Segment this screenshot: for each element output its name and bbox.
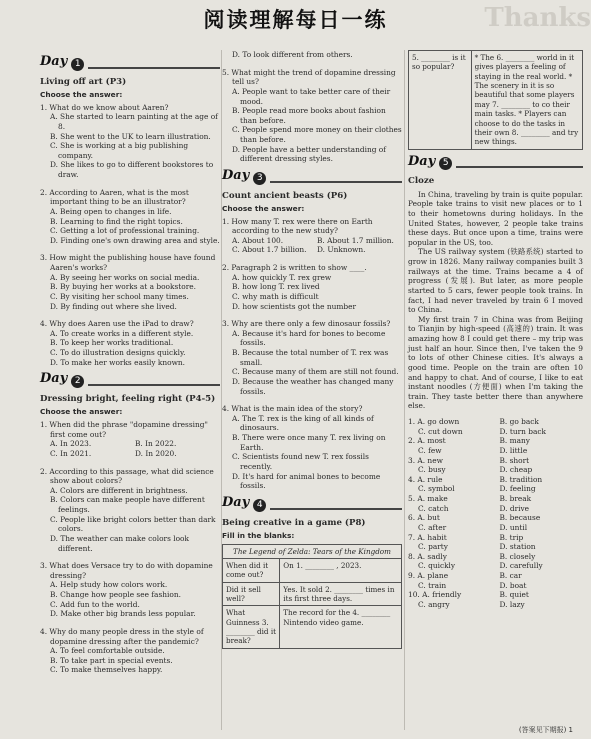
question: 4. What is the main idea of the story?	[222, 404, 363, 414]
paragraph: In China, traveling by train is quite popular. People take trains to visit new places or to 1 to their hometowns during holidays. In the United States, however, 2 people take trains these days. But once upon a time, trains were popular in the US, too.	[408, 189, 583, 247]
option: B. To take part in special events.	[50, 655, 173, 665]
answer-option: D. station	[499, 542, 536, 552]
page-footer: (答案见下期报) 1	[518, 725, 573, 734]
option: D. It's hard for animal bones to become fossils.	[232, 471, 381, 491]
instruction: Fill in the blanks:	[222, 530, 295, 540]
day-4-header: Day 4	[222, 495, 402, 512]
column-3	[408, 50, 583, 610]
option: D. By finding out where she lived.	[50, 301, 177, 311]
cloze-answers	[408, 417, 583, 610]
answer-option: D. boat	[499, 580, 527, 590]
answer-option: C. after	[418, 522, 447, 532]
answer-option: D. until	[499, 522, 528, 532]
option: B. She went to the UK to learn illustration.	[50, 131, 211, 141]
column-1	[40, 50, 220, 675]
answer-option: B. quiet	[499, 590, 529, 600]
option: B. To keep her works traditional.	[50, 338, 174, 348]
answer-option: D. carefully	[499, 561, 543, 571]
question: 2. According to Aaren, what is the most important thing to be an illustrator?	[40, 187, 189, 207]
option: B. Because the total number of T. rex was small.	[232, 348, 389, 367]
answer-option: D. drive	[499, 503, 530, 513]
article-title: Dressing bright, feeling right (P4-5)	[40, 394, 216, 405]
article-title: Living off art (P3)	[40, 76, 127, 87]
answer-option: 7. A. habit	[408, 532, 447, 542]
answer-option: 3. A. new	[408, 455, 443, 465]
question: 3. Why are there only a few dinosaur fossils?	[222, 319, 391, 329]
fill-in-table	[222, 544, 402, 649]
answer-option: D. cheap	[499, 465, 533, 475]
answer-option: C. quickly	[418, 561, 456, 571]
box-left: 5. ________ is it so popular?	[409, 51, 472, 150]
option: D. how scientists got the number	[232, 301, 357, 311]
option: D. People have a better understanding of different dressing styles.	[232, 144, 386, 164]
instruction: Choose the answer:	[40, 90, 123, 100]
question: 2. According to this passage, what did science show about colors?	[40, 466, 214, 486]
option: D. To look different from others.	[232, 50, 353, 59]
day-2-header: Day 2	[40, 371, 220, 388]
option-row: A. In 2023. B. In 2022.	[50, 439, 177, 449]
cloze-passage	[408, 190, 583, 411]
option: B. There were once many T. rex living on Earth.	[232, 433, 386, 452]
answer-option: C. symbol	[418, 484, 455, 494]
option: A. how quickly T. rex grew	[232, 272, 332, 282]
column-2	[222, 50, 402, 649]
answer-option: C. cut down	[418, 426, 463, 436]
box-right: * The 6. ________ world in it gives players a feeling of staying in the real world. * The scenery in it is so beautiful that some players may 7. ________ to co their main tasks. * Players can choose to do the tasks in their own 8. ________ and try new things.	[471, 51, 582, 150]
option: A. People want to take better care of their mood.	[232, 86, 391, 106]
answer-option: 5. A. make	[408, 494, 448, 504]
answer-option: 2. A. most	[408, 436, 446, 446]
article-title: Count ancient beasts (P6)	[222, 190, 348, 201]
paragraph: The US railway system (铁路系统) started to grow in 1826. Many railway companies built 3 railways at the time. Trains became a 4 of progress (发展). But later, as more people started to 5 cars, fewer people took trains. In fact, I had never traveled by train 6 I moved to China.	[408, 247, 583, 315]
answer-option: B. go back	[499, 417, 539, 427]
answer-option: 9. A. plane	[408, 571, 449, 581]
question: 4. Why does Aaren use the iPad to draw?	[40, 319, 194, 329]
answer-option: C. party	[418, 542, 448, 552]
option: A. Because it's hard for bones to become fossils.	[232, 328, 386, 348]
answer-option: B. closely	[499, 551, 536, 561]
answer-option: D. turn back	[499, 426, 546, 436]
popularity-box	[408, 50, 583, 150]
option: D. She likes to go to different bookstores to draw.	[50, 160, 214, 180]
option: C. Because many of them are still not found.	[232, 367, 399, 377]
answer-option: C. train	[418, 580, 447, 590]
answer-option: 1. A. go down	[408, 417, 460, 427]
answer-option: D. lazy	[499, 599, 525, 609]
option: C. Add fun to the world.	[50, 599, 140, 609]
day-3-header: Day 3	[222, 168, 402, 185]
table-row: Did it sell well? Yes. It sold 2. ________ times in its first three days.	[223, 582, 402, 606]
option: B. Learning to find the right topics.	[50, 216, 183, 226]
instruction: Choose the answer:	[222, 203, 305, 213]
option: A. To feel comfortable outside.	[50, 646, 165, 656]
question: 1. What do we know about Aaren?	[40, 102, 169, 112]
option: C. People spend more money on their clothes than before.	[232, 125, 402, 144]
option: A. By seeing her works on social media.	[50, 272, 200, 282]
option: C. why math is difficult	[232, 291, 319, 301]
option: B. Change how people see fashion.	[50, 590, 181, 599]
option: D. Make other big brands less popular.	[50, 609, 196, 619]
question: 1. When did the phrase "dopamine dressing" first come out?	[40, 420, 208, 439]
answer-option: 4. A. rule	[408, 474, 443, 484]
option: D. The weather can make colors look different.	[50, 533, 189, 553]
option: B. Colors can make people have different feelings.	[50, 495, 205, 514]
cloze-title: Cloze	[408, 176, 435, 187]
option: A. She started to learn painting at the age of 8.	[50, 112, 218, 131]
option: A. Help study how colors work.	[50, 580, 168, 590]
article-title: Being creative in a game (P8)	[222, 517, 366, 528]
option-row: C. In 2021. D. In 2020.	[50, 448, 177, 458]
option: B. how long T. rex lived	[232, 282, 320, 292]
question: 5. What might the trend of dopamine dressing tell us?	[222, 67, 396, 87]
option: B. People read more books about fashion than before.	[232, 106, 386, 125]
option: C. Getting a lot of professional training.	[50, 226, 200, 236]
ghost-headline: Thanks	[484, 3, 591, 33]
answer-option: B. many	[499, 436, 530, 446]
answer-option: C. few	[418, 445, 442, 455]
option: C. Scientists found new T. rex fossils recently.	[232, 452, 369, 471]
answer-option: B. break	[499, 494, 532, 504]
answer-option: C. catch	[418, 503, 449, 513]
option: A. Being open to changes in life.	[50, 206, 172, 216]
answer-option: C. busy	[418, 465, 446, 475]
option: C. People like bright colors better than dark colors.	[50, 514, 216, 534]
page-title: 阅读理解每日一练	[203, 8, 388, 32]
question: 1. How many T. rex were there on Earth according to the new study?	[222, 216, 373, 236]
answer-option: B. because	[499, 513, 541, 523]
question: 3. What does Versace try to do with dopamine dressing?	[40, 561, 213, 580]
day-5-header: Day 5	[408, 154, 583, 171]
table-row: When did it come out? On 1. ________ , 2023.	[223, 558, 402, 582]
option: A. To create works in a different style.	[50, 328, 194, 338]
option: A. The T. rex is the king of all kinds of dinosaurs.	[232, 413, 374, 433]
question: 2. Paragraph 2 is written to show ____.	[222, 263, 367, 273]
answer-option: B. short	[499, 455, 530, 465]
answer-option: D. feeling	[499, 484, 536, 494]
option: C. To do illustration designs quickly.	[50, 348, 186, 358]
answer-option: B. trip	[499, 532, 524, 542]
answer-option: D. little	[499, 445, 528, 455]
option-row: C. About 1.7 billion. D. Unknown.	[232, 245, 366, 255]
answer-option: B. car	[499, 571, 522, 581]
table-title: The Legend of Zelda: Tears of the Kingdom	[223, 544, 402, 558]
day-1-header: Day 1	[40, 54, 220, 71]
column-divider	[404, 50, 405, 730]
question: 3. How might the publishing house have found Aaren's works?	[40, 253, 216, 273]
option: C. By visiting her school many times.	[50, 291, 189, 301]
answer-option: 6. A. but	[408, 513, 440, 523]
option: A. Colors are different in brightness.	[50, 485, 188, 495]
answer-option: 10. A. friendly	[408, 590, 462, 600]
question: 4. Why do many people dress in the style of dopamine dressing after the pandemic?	[40, 626, 204, 646]
option: D. Finding one's own drawing area and style.	[50, 235, 220, 245]
instruction: Choose the answer:	[40, 407, 123, 417]
option: D. To make her works easily known.	[50, 357, 186, 367]
answer-option: B. tradition	[499, 474, 543, 484]
option: C. To make themselves happy.	[50, 665, 163, 675]
option: D. Because the weather has changed many fossils.	[232, 376, 394, 396]
answer-option: C. angry	[418, 599, 450, 609]
option: B. By buying her works at a bookstore.	[50, 282, 196, 292]
table-row: What Guinness 3. ________ did it break? The record for the 4. ________ Nintendo video game.	[223, 606, 402, 648]
option: C. She is working at a big publishing company.	[50, 141, 189, 160]
option-row: A. About 100. B. About 1.7 million.	[232, 235, 394, 245]
answer-option: 8. A. sadly	[408, 551, 447, 561]
paragraph: My first train 7 in China was from Beijing to Tianjin by high-speed (高速的) train. It was amazing how 8 I could get there – my trip was just half an hour. Since then, I've taken the 9 to lots of other Chinese cities. It's always a good time. People on the train are often 10 and happy to chat. And of course, I like to eat instant noodles (方便面) when I'm taking the train. They taste better there than anywhere else.	[408, 314, 583, 411]
